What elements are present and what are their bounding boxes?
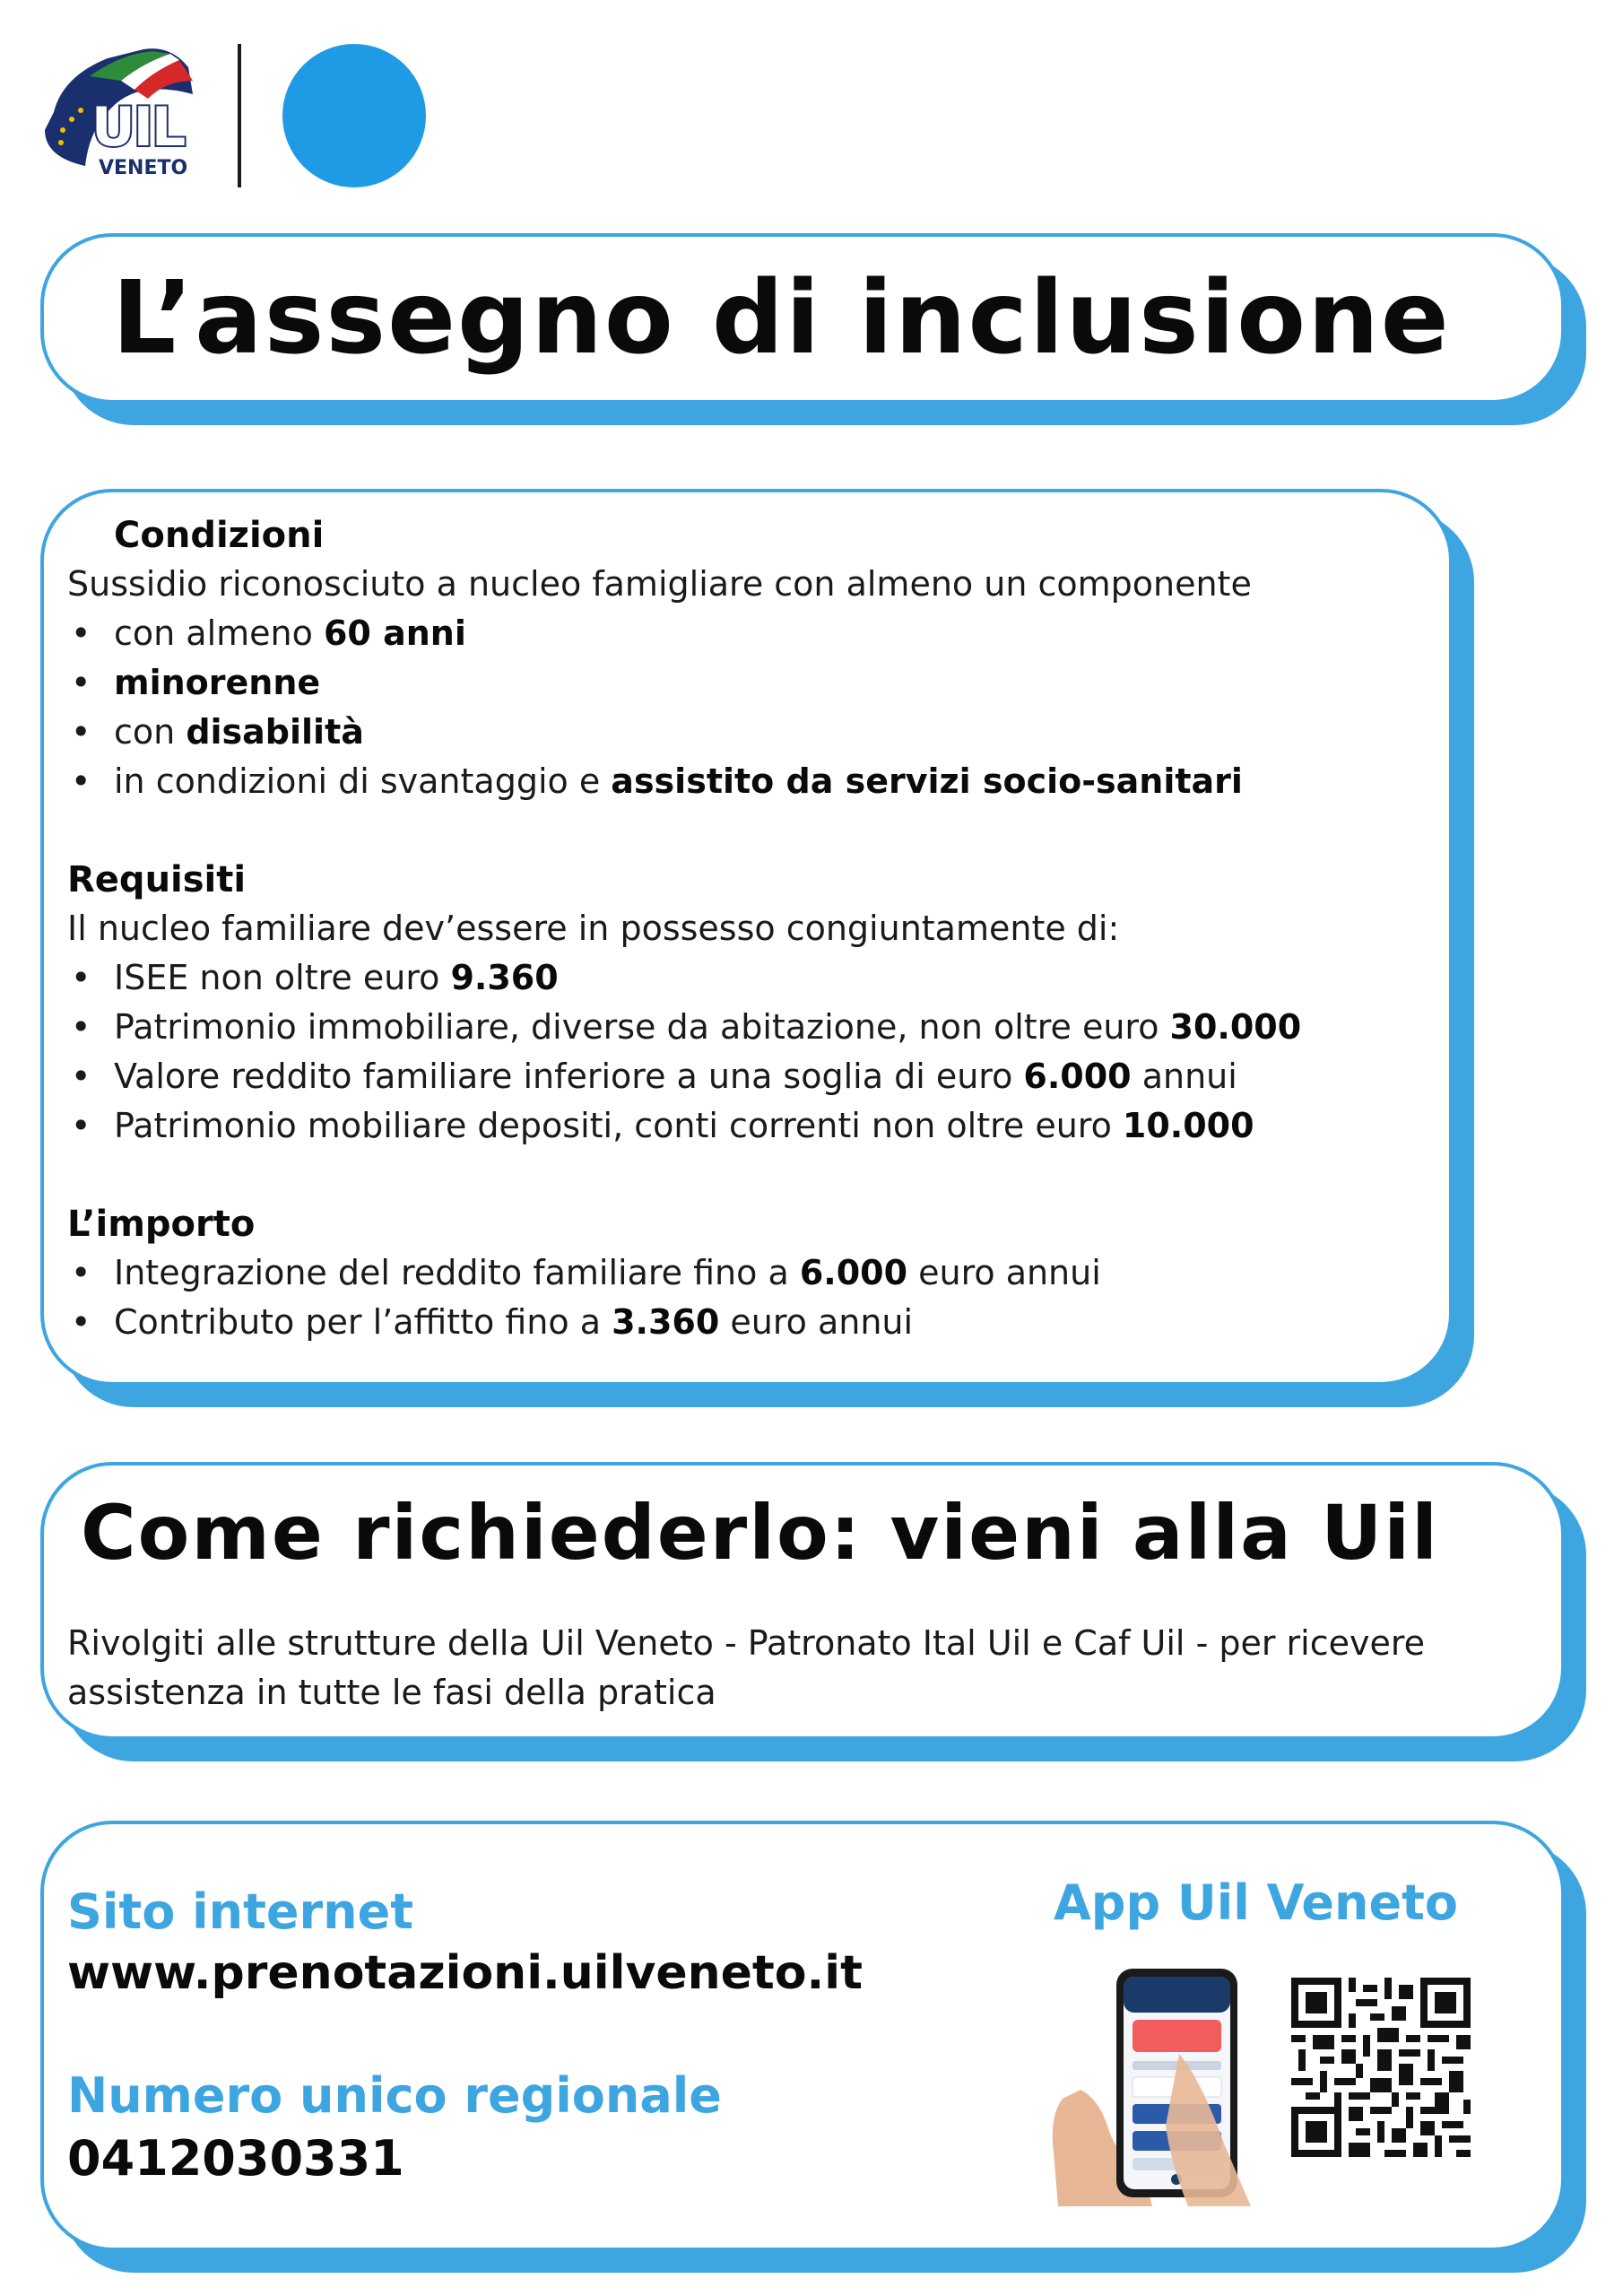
list-item: • Integrazione del reddito familiare fino a 6.000 euro annui bbox=[67, 1248, 1399, 1298]
title-card bbox=[40, 233, 1565, 404]
condizioni-list bbox=[67, 609, 1399, 806]
website-label: Sito internet bbox=[67, 1883, 414, 1940]
condizioni-intro: Sussidio riconosciuto a nucleo famigliare con almeno un componente bbox=[67, 564, 1252, 604]
requisiti-list bbox=[67, 953, 1399, 1151]
condizioni-heading: Condizioni bbox=[114, 515, 325, 556]
list-item: • in condizioni di svantaggio e assistito da servizi socio-sanitari bbox=[67, 757, 1399, 806]
logo-uil-text: UIL bbox=[91, 96, 185, 159]
phone-number-label: Numero unico regionale bbox=[67, 2067, 722, 2124]
phone-in-hand-icon bbox=[1045, 1964, 1251, 2206]
uil-veneto-logo bbox=[36, 40, 430, 193]
list-item: • Patrimonio immobiliare, diverse da abitazione, non oltre euro 30.000 bbox=[67, 1003, 1399, 1052]
list-item: • minorenne bbox=[67, 658, 1399, 708]
info-card bbox=[40, 489, 1453, 1386]
blue-circle-logo bbox=[282, 44, 426, 187]
page-title: L’assegno di inclusione bbox=[112, 260, 1451, 377]
importo-heading: L’importo bbox=[67, 1204, 256, 1245]
list-item: • Patrimonio mobiliare depositi, conti correnti non oltre euro 10.000 bbox=[67, 1101, 1399, 1151]
website-link[interactable]: www.prenotazioni.uilveneto.it bbox=[67, 1946, 863, 2000]
list-item: • Valore reddito familiare inferiore a una soglia di euro 6.000 annui bbox=[67, 1052, 1399, 1101]
how-to-apply-line-2: assistenza in tutte le fasi della pratica bbox=[67, 1673, 716, 1712]
list-item: • con disabilità bbox=[67, 708, 1399, 757]
logo-veneto-text: VENETO bbox=[99, 157, 188, 179]
importo-list bbox=[67, 1248, 1399, 1347]
logo-divider bbox=[238, 44, 241, 187]
qr-code-icon[interactable] bbox=[1291, 1978, 1471, 2157]
phone-number[interactable]: 0412030331 bbox=[67, 2130, 404, 2187]
list-item: • con almeno 60 anni bbox=[67, 609, 1399, 658]
how-to-apply-text bbox=[67, 1619, 1425, 1718]
how-to-apply-line-1: Rivolgiti alle strutture della Uil Veneto - Patronato Ital Uil e Caf Uil - per ricevere bbox=[67, 1623, 1426, 1663]
list-item: • Contributo per l’affitto fino a 3.360 euro annui bbox=[67, 1298, 1399, 1347]
requisiti-heading: Requisiti bbox=[67, 859, 247, 900]
app-label: App Uil Veneto bbox=[1054, 1874, 1459, 1931]
how-to-apply-card bbox=[40, 1462, 1565, 1740]
requisiti-intro: Il nucleo familiare dev’essere in possesso congiuntamente di: bbox=[67, 909, 1120, 948]
how-to-apply-title: Come richiederlo: vieni alla Uil bbox=[81, 1489, 1439, 1577]
list-item: • ISEE non oltre euro 9.360 bbox=[67, 953, 1399, 1003]
contact-card bbox=[40, 1821, 1565, 2251]
